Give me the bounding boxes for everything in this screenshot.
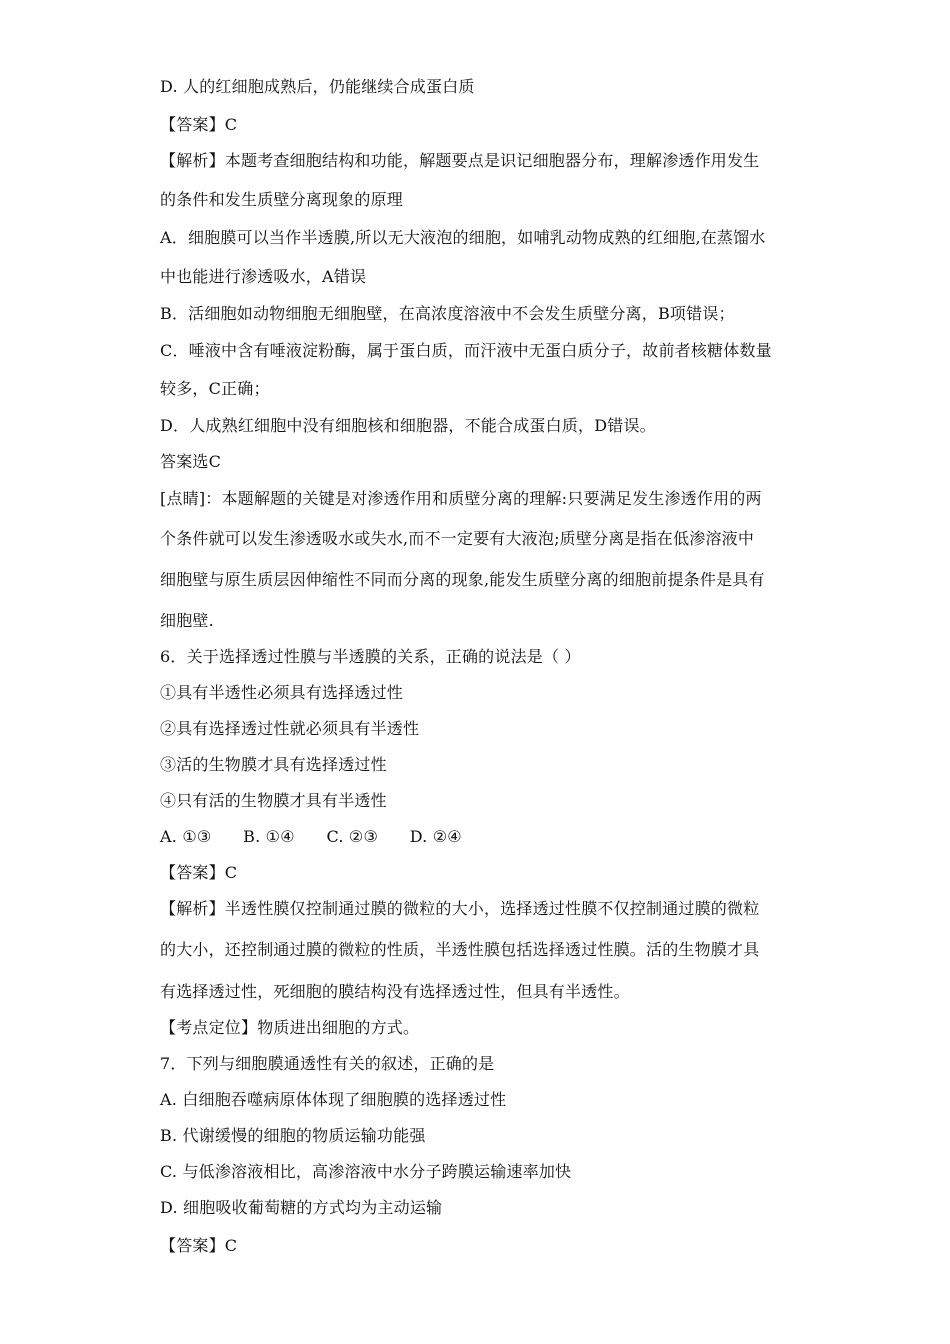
analysis-q5-a-line-2: 中也能进行渗透吸水，A错误 xyxy=(160,267,367,286)
option-d-q5: D. 人的红细胞成熟后，仍能继续合成蛋白质 xyxy=(160,77,475,96)
question-7-stem: 7．下列与细胞膜通透性有关的叙述，正确的是 xyxy=(160,1054,495,1073)
question-7-option-d: D. 细胞吸收葡萄糖的方式均为主动运输 xyxy=(160,1198,443,1217)
tip-line-1: [点睛]：本题解题的关键是对渗透作用和质壁分离的理解:只要满足发生渗透作用的两 xyxy=(160,489,762,508)
answer-q5: 【答案】C xyxy=(160,115,238,134)
knowledge-point-q6: 【考点定位】物质进出细胞的方式。 xyxy=(160,1018,420,1037)
answer-choice-q5: 答案选C xyxy=(160,452,222,471)
analysis-q5-a-line-1: A．细胞膜可以当作半透膜,所以无大液泡的细胞，如哺乳动物成熟的红细胞,在蒸馏水 xyxy=(160,228,766,247)
answer-q6: 【答案】C xyxy=(160,863,238,882)
question-6-item-1: ①具有半透性必须具有选择透过性 xyxy=(160,683,404,702)
question-6-item-4: ④只有活的生物膜才具有半透性 xyxy=(160,791,387,810)
analysis-q5-line-1: 【解析】本题考查细胞结构和功能，解题要点是识记细胞器分布，理解渗透作用发生 xyxy=(160,151,760,170)
analysis-q5-d: D．人成熟红细胞中没有细胞核和细胞器，不能合成蛋白质，D错误。 xyxy=(160,416,656,435)
analysis-q5-line-2: 的条件和发生质壁分离现象的原理 xyxy=(160,190,404,209)
question-7-option-a: A. 白细胞吞噬病原体体现了细胞膜的选择透过性 xyxy=(160,1090,507,1109)
answer-q7: 【答案】C xyxy=(160,1236,238,1255)
analysis-q5-b: B．活细胞如动物细胞无细胞壁，在高浓度溶液中不会发生质壁分离，B项错误； xyxy=(160,304,735,323)
analysis-q6-line-1: 【解析】半透性膜仅控制通过膜的微粒的大小，选择透过性膜不仅控制通过膜的微粒 xyxy=(160,899,760,918)
tip-line-3: 细胞壁与原生质层因伸缩性不同而分离的现象,能发生质壁分离的细胞前提条件是具有 xyxy=(160,570,765,589)
tip-line-4: 细胞壁. xyxy=(160,611,214,630)
analysis-q6-line-3: 有选择透过性，死细胞的膜结构没有选择透过性，但具有半透性。 xyxy=(160,982,630,1001)
question-6-item-2: ②具有选择透过性就必须具有半透性 xyxy=(160,719,420,738)
analysis-q5-c-line-1: C．唾液中含有唾液淀粉酶，属于蛋白质，而汗液中无蛋白质分子，故前者核糖体数量 xyxy=(160,341,772,360)
question-6-item-3: ③活的生物膜才具有选择透过性 xyxy=(160,755,387,774)
analysis-q5-c-line-2: 较多，C正确； xyxy=(160,379,270,398)
analysis-q6-line-2: 的大小，还控制通过膜的微粒的性质，半透性膜包括选择透过性膜。活的生物膜才具 xyxy=(160,940,760,959)
question-6-options: A. ①③ B. ①④ C. ②③ D. ②④ xyxy=(160,827,462,846)
question-7-option-b: B. 代谢缓慢的细胞的物质运输功能强 xyxy=(160,1126,426,1145)
tip-line-2: 个条件就可以发生渗透吸水或失水,而不一定要有大液泡;质壁分离是指在低渗溶液中 xyxy=(160,529,755,548)
question-6-stem: 6．关于选择透过性膜与半透膜的关系，正确的说法是（ ） xyxy=(160,647,581,666)
question-7-option-c: C. 与低渗溶液相比，高渗溶液中水分子跨膜运输速率加快 xyxy=(160,1162,572,1181)
